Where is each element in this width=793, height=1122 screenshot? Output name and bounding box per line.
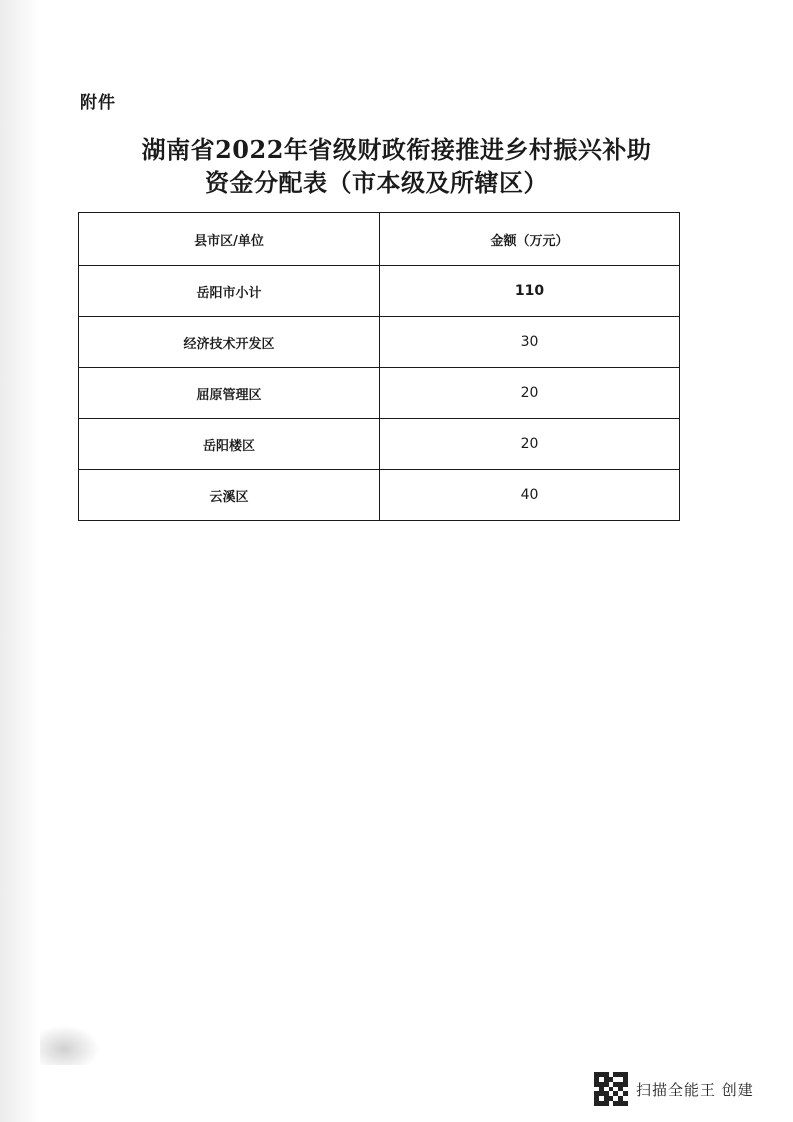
unit-name: 云溪区 bbox=[79, 470, 380, 521]
column-header-unit: 县市区/单位 bbox=[79, 213, 380, 266]
unit-name: 屈原管理区 bbox=[79, 368, 380, 419]
document-title-line-1: 湖南省2022年省级财政衔接推进乡村振兴补助 bbox=[141, 135, 652, 164]
table-header-row bbox=[79, 213, 680, 266]
amount-value: 40 bbox=[380, 470, 680, 521]
unit-name: 经济技术开发区 bbox=[79, 317, 380, 368]
attachment-label: 附件 bbox=[80, 93, 116, 113]
table-row bbox=[79, 470, 680, 521]
qr-code-icon bbox=[594, 1072, 628, 1106]
watermark-text: 扫描全能王 创建 bbox=[636, 1080, 754, 1099]
amount-value: 20 bbox=[380, 368, 680, 419]
column-header-amount: 金额（万元） bbox=[380, 213, 680, 266]
table-row bbox=[79, 419, 680, 470]
table-row bbox=[79, 368, 680, 419]
document-title-line-2: 资金分配表（市本级及所辖区） bbox=[205, 168, 548, 197]
amount-value: 30 bbox=[380, 317, 680, 368]
table-row bbox=[79, 317, 680, 368]
unit-name: 岳阳市小计 bbox=[79, 266, 380, 317]
scan-smudge bbox=[40, 1025, 100, 1065]
allocation-table bbox=[78, 212, 680, 521]
amount-value: 110 bbox=[380, 266, 680, 317]
amount-value: 20 bbox=[380, 419, 680, 470]
table-row-subtotal bbox=[79, 266, 680, 317]
scanner-watermark bbox=[594, 1071, 754, 1107]
unit-name: 岳阳楼区 bbox=[79, 419, 380, 470]
